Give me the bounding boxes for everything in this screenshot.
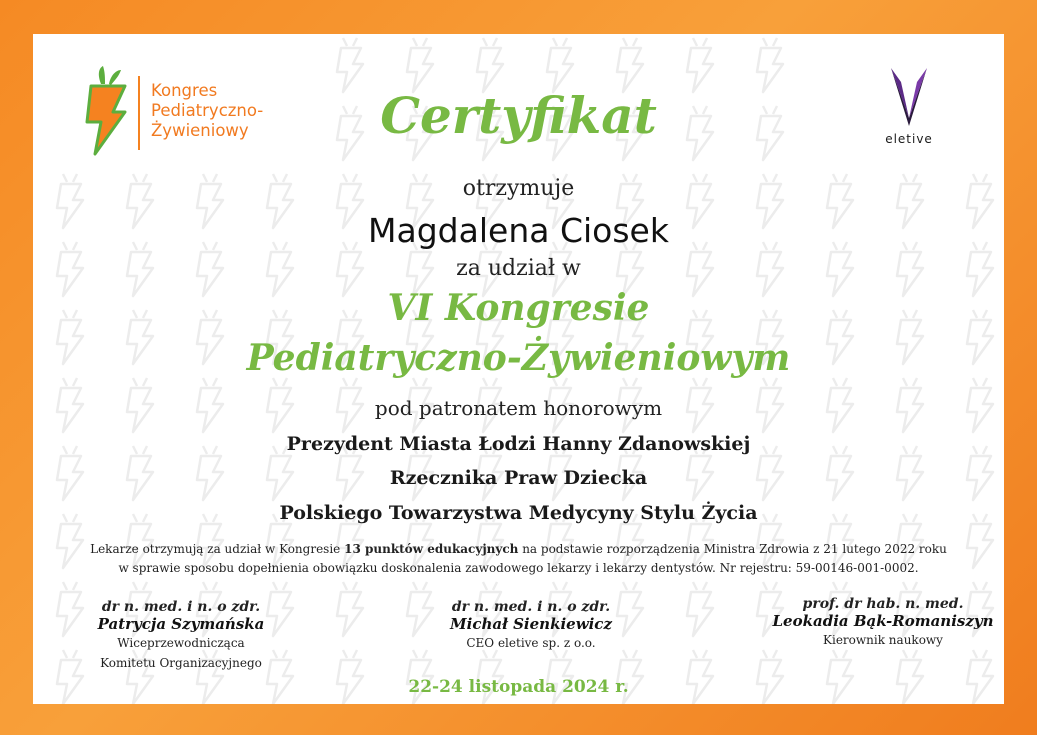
certificate-title: Certyfikat [380,86,657,145]
patronage-label: pod patronatem honorowym [374,396,663,420]
signature-block-2 [421,599,641,653]
certificate-sheet [33,34,1004,704]
signature-name: Leokadia Bąk-Romaniszyn [772,612,994,630]
signature-role: Kierownik naukowy [823,633,943,647]
signature-block-1 [81,599,281,673]
signature-name: Michał Sienkiewicz [450,615,612,633]
patron-2: Rzecznika Praw Dziecka [389,467,648,489]
cme-note-text-a: Lekarze otrzymują za udział w Kongresie [90,542,345,556]
signature-role: CEO eletive sp. z o.o. [466,636,596,650]
event-date: 22-24 listopada 2024 r. [408,677,629,697]
signature-degree: prof. dr hab. n. med. [802,596,964,612]
eletive-logo-text: eletive [885,132,933,146]
patron-1: Prezydent Miasta Łodzi Hanny Zdanowskiej [286,433,751,455]
cme-note-line2: w sprawie sposobu dopełnienia obowiązku doskonalenia zawodowego lekarzy i lekarzy dentystów. Nr rejestru: 59-00146-001-0002. [118,561,919,575]
patron-3: Polskiego Towarzystwa Medycyny Stylu Życia [279,502,758,524]
signature-role: Wiceprzewodnicząca [117,636,245,650]
signature-degree: dr n. med. i n. o zdr. [451,599,611,615]
cme-note-line1 [33,539,1004,559]
signature-name: Patrycja Szymańska [97,615,265,633]
logo-text-line2: Pediatryczno- [151,101,264,120]
logo-text-line1: Kongres [151,81,218,100]
event-name-line1: VI Kongresie [387,287,650,329]
recipient-name: Magdalena Ciosek [368,211,669,250]
event-name-line2: Pediatryczno-Żywieniowym [246,337,791,379]
logo-text-line3: Żywieniowy [151,121,249,140]
participation-label: za udział w [456,256,581,281]
signature-block-3 [763,596,1003,650]
cme-points: 13 punktów edukacyjnych [344,542,519,556]
signature-degree: dr n. med. i n. o zdr. [101,599,261,615]
signature-role-2: Komitetu Organizacyjnego [100,656,262,670]
receives-label: otrzymuje [462,176,575,201]
cme-note-text-b: na podstawie rozporządzenia Ministra Zdrowia z 21 lutego 2022 roku [518,542,947,556]
